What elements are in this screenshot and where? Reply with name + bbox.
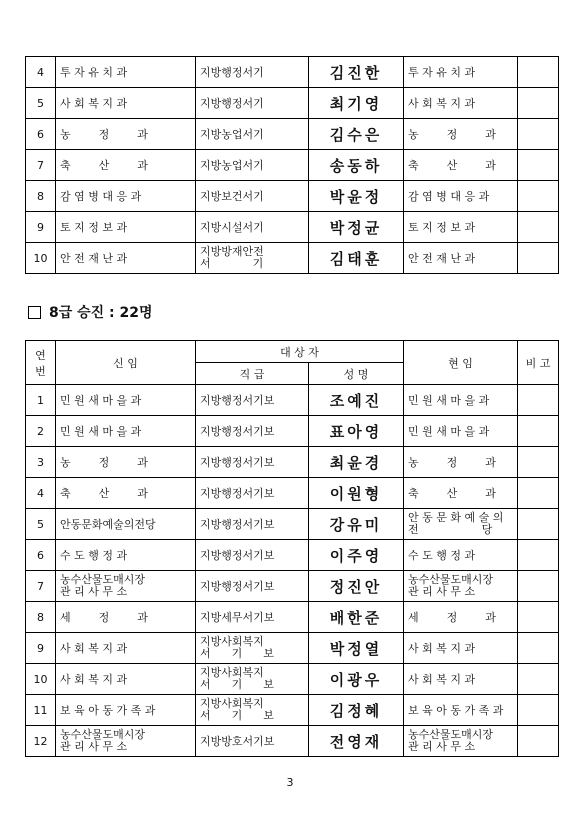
current-post-cell: 축 산 과 [404,150,518,181]
current-post-cell: 농 정 과 [404,447,518,478]
note-cell [518,385,559,416]
table-row [26,447,559,478]
row-number: 4 [26,57,56,88]
row-number: 8 [26,602,56,633]
promotion-table-continued [25,56,559,274]
current-post-cell: 농수산물도매시장 관 리 사 무 소 [404,571,518,602]
grade-cell: 지방사회복지 서 기 보 [196,633,309,664]
note-cell [518,119,559,150]
table-row [26,181,559,212]
new-post-cell: 민 원 새 마 을 과 [56,416,196,447]
name-cell: 표아영 [309,416,404,447]
new-post-cell: 농수산물도매시장 관 리 사 무 소 [56,571,196,602]
header-no: 연번 [26,341,56,385]
current-post-cell: 농수산물도매시장 관 리 사 무 소 [404,726,518,757]
note-cell [518,416,559,447]
name-cell: 전영재 [309,726,404,757]
current-post-cell: 안 전 재 난 과 [404,243,518,274]
note-cell [518,726,559,757]
note-cell [518,478,559,509]
table-row [26,664,559,695]
row-number: 7 [26,150,56,181]
table-row [26,150,559,181]
table-row [26,695,559,726]
grade-cell: 지방행정서기보 [196,416,309,447]
new-post-cell: 세 정 과 [56,602,196,633]
header-note: 비 고 [518,341,559,385]
name-cell: 최윤경 [309,447,404,478]
new-post-cell: 보 육 아 동 가 족 과 [56,695,196,726]
table-row [26,726,559,757]
note-cell [518,602,559,633]
name-cell: 정진안 [309,571,404,602]
row-number: 10 [26,664,56,695]
name-cell: 송동하 [309,150,404,181]
section-title: 8급 승진 : 22명 [49,305,153,321]
grade-cell: 지방세무서기보 [196,602,309,633]
new-post-cell: 사 회 복 지 과 [56,633,196,664]
page-number: 3 [286,776,294,789]
current-post-cell: 토 지 정 보 과 [404,212,518,243]
note-cell [518,57,559,88]
grade-cell: 지방보건서기 [196,181,309,212]
new-post-cell: 토 지 정 보 과 [56,212,196,243]
note-cell [518,571,559,602]
header-grade: 직 급 [196,363,309,385]
header-name: 성 명 [309,363,404,385]
note-cell [518,88,559,119]
note-cell [518,150,559,181]
table-row [26,57,559,88]
new-post-cell: 축 산 과 [56,150,196,181]
promotion-table-grade8 [25,340,559,757]
table-row [26,478,559,509]
name-cell: 조예진 [309,385,404,416]
note-cell [518,509,559,540]
header-current-post: 현 임 [404,341,518,385]
note-cell [518,181,559,212]
grade-cell: 지방행정서기 [196,57,309,88]
row-number: 6 [26,540,56,571]
grade-cell: 지방방호서기보 [196,726,309,757]
grade-cell: 지방행정서기보 [196,571,309,602]
table-row [26,212,559,243]
grade-cell: 지방사회복지 서 기 보 [196,695,309,726]
table-row [26,416,559,447]
section-heading [28,302,153,322]
table-row [26,243,559,274]
grade-cell: 지방행정서기보 [196,447,309,478]
new-post-cell: 사 회 복 지 과 [56,664,196,695]
name-cell: 박정열 [309,633,404,664]
name-cell: 김정혜 [309,695,404,726]
name-cell: 박정균 [309,212,404,243]
current-post-cell: 투 자 유 치 과 [404,57,518,88]
current-post-cell: 세 정 과 [404,602,518,633]
current-post-cell: 감 염 병 대 응 과 [404,181,518,212]
new-post-cell: 사 회 복 지 과 [56,88,196,119]
name-cell: 김태훈 [309,243,404,274]
row-number: 5 [26,88,56,119]
name-cell: 박윤정 [309,181,404,212]
grade-cell: 지방행정서기보 [196,478,309,509]
table-row [26,571,559,602]
note-cell [518,695,559,726]
name-cell: 배한준 [309,602,404,633]
new-post-cell: 농 정 과 [56,447,196,478]
row-number: 9 [26,212,56,243]
new-post-cell: 농 정 과 [56,119,196,150]
grade-cell: 지방시설서기 [196,212,309,243]
new-post-cell: 안동문화예술의전당 [56,509,196,540]
grade-cell: 지방방재안전 서 기 [196,243,309,274]
table-row [26,602,559,633]
note-cell [518,212,559,243]
table-row [26,509,559,540]
grade-cell: 지방행정서기보 [196,385,309,416]
current-post-cell: 사 회 복 지 과 [404,664,518,695]
name-cell: 김수은 [309,119,404,150]
row-number: 2 [26,416,56,447]
row-number: 1 [26,385,56,416]
name-cell: 강유미 [309,509,404,540]
row-number: 4 [26,478,56,509]
new-post-cell: 축 산 과 [56,478,196,509]
grade-cell: 지방행정서기보 [196,540,309,571]
name-cell: 최기영 [309,88,404,119]
current-post-cell: 수 도 행 정 과 [404,540,518,571]
current-post-cell: 사 회 복 지 과 [404,633,518,664]
new-post-cell: 민 원 새 마 을 과 [56,385,196,416]
note-cell [518,540,559,571]
current-post-cell: 민 원 새 마 을 과 [404,385,518,416]
name-cell: 김진한 [309,57,404,88]
header-target: 대 상 자 [196,341,404,363]
grade-cell: 지방농업서기 [196,119,309,150]
table-row [26,119,559,150]
new-post-cell: 농수산물도매시장 관 리 사 무 소 [56,726,196,757]
header-new-post: 신 임 [56,341,196,385]
row-number: 3 [26,447,56,478]
name-cell: 이원형 [309,478,404,509]
name-cell: 이주영 [309,540,404,571]
table-row [26,88,559,119]
new-post-cell: 안 전 재 난 과 [56,243,196,274]
current-post-cell: 농 정 과 [404,119,518,150]
new-post-cell: 감 염 병 대 응 과 [56,181,196,212]
table-row [26,385,559,416]
current-post-cell: 보 육 아 동 가 족 과 [404,695,518,726]
name-cell: 이광우 [309,664,404,695]
table-row [26,633,559,664]
new-post-cell: 수 도 행 정 과 [56,540,196,571]
row-number: 8 [26,181,56,212]
row-number: 10 [26,243,56,274]
checkbox-square-icon [28,306,41,319]
row-number: 11 [26,695,56,726]
current-post-cell: 민 원 새 마 을 과 [404,416,518,447]
row-number: 12 [26,726,56,757]
note-cell [518,243,559,274]
note-cell [518,447,559,478]
current-post-cell: 안 동 문 화 예 술 의 전 당 [404,509,518,540]
grade-cell: 지방농업서기 [196,150,309,181]
note-cell [518,664,559,695]
current-post-cell: 사 회 복 지 과 [404,88,518,119]
row-number: 7 [26,571,56,602]
grade-cell: 지방사회복지 서 기 보 [196,664,309,695]
row-number: 5 [26,509,56,540]
table-row [26,540,559,571]
new-post-cell: 투 자 유 치 과 [56,57,196,88]
grade-cell: 지방행정서기 [196,88,309,119]
grade-cell: 지방행정서기보 [196,509,309,540]
row-number: 6 [26,119,56,150]
row-number: 9 [26,633,56,664]
note-cell [518,633,559,664]
current-post-cell: 축 산 과 [404,478,518,509]
